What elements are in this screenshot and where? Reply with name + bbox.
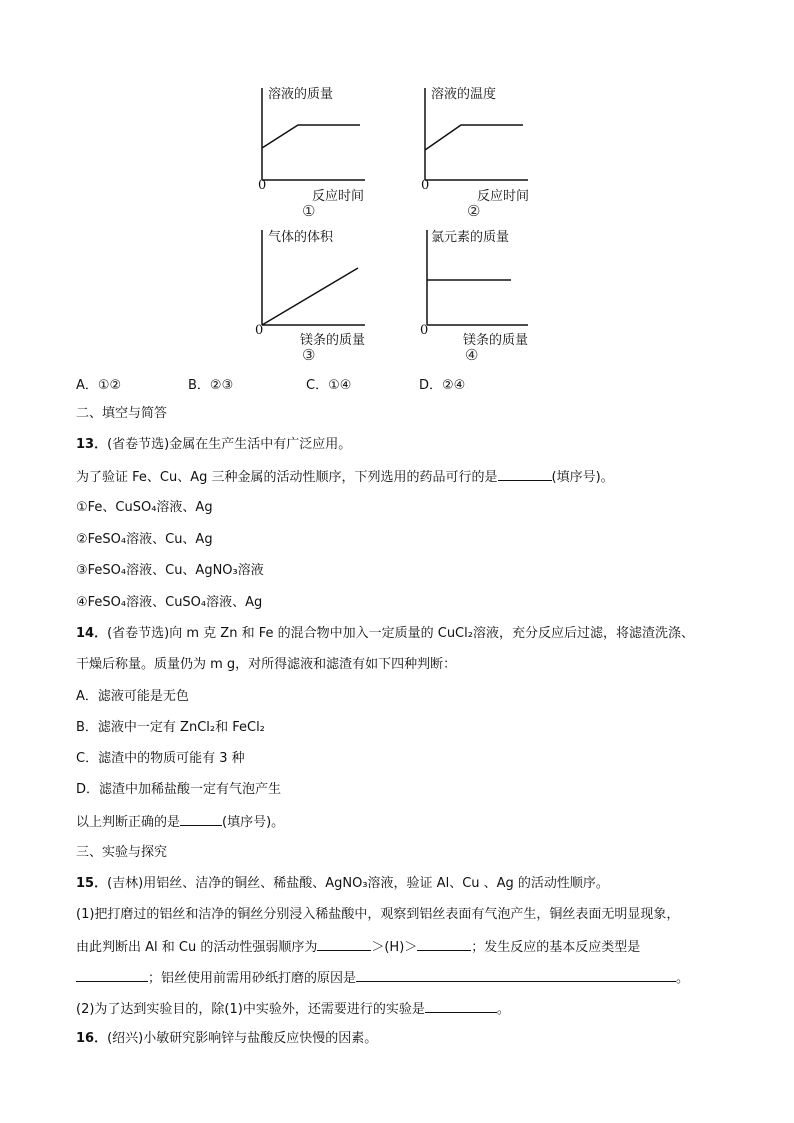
q15-blank-3[interactable] <box>76 968 148 982</box>
q15-stem <box>76 875 609 893</box>
graph-2-number: ② <box>467 202 481 220</box>
graph-1-origin: 0 <box>258 178 267 193</box>
q14-option-a: A．滤液可能是无色 <box>76 689 189 704</box>
q15-p1b-tail: ；发生反应的基本反应类型是 <box>471 940 641 955</box>
option-a: A．①② <box>76 378 122 393</box>
q16-stem-text: (绍兴)小敏研究影响锌与盐酸反应快慢的因素。 <box>107 1031 378 1046</box>
graph-4 <box>413 222 543 367</box>
q15-part1-line2 <box>76 937 640 957</box>
graph-2-ylabel: 溶液的温度 <box>431 87 497 102</box>
q14-stem-2: 干燥后称量。质量仍为 m g，对所得滤液和滤渣有如下四种判断： <box>76 657 457 672</box>
q13-line2-tail: (填序号)。 <box>551 470 614 485</box>
graph-4-number: ④ <box>465 346 479 364</box>
q14-answer-tail: (填序号)。 <box>222 815 285 830</box>
graph-2-xlabel: 反应时间 <box>477 189 530 204</box>
q14-option-d: D．滤渣中加稀盐酸一定有气泡产生 <box>76 782 282 797</box>
q13-option-1: ①Fe、CuSO₄溶液、Ag <box>76 500 213 515</box>
q15-number: 15． <box>76 876 108 891</box>
q16-number: 16． <box>76 1031 108 1046</box>
q15-stem-text: (吉林)用铝丝、洁净的铜丝、稀盐酸、AgNO₃溶液，验证 Al、Cu 、Ag 的活动性顺序。 <box>107 876 609 891</box>
q14-stem-text: (省卷节选)向 m 克 Zn 和 Fe 的混合物中加入一定质量的 CuCl₂溶液，充分反应后过滤，将滤渣洗涤、 <box>107 626 694 641</box>
option-d: D．②④ <box>419 378 466 393</box>
graph-2-origin: 0 <box>421 178 430 193</box>
q15-part1: (1)把打磨过的铝丝和洁净的铜丝分别浸入稀盐酸中，观察到铝丝表面有气泡产生，铜丝表面无明显现象， <box>76 907 680 922</box>
q14-answer-blank[interactable] <box>180 812 222 826</box>
q13-option-4: ④FeSO₄溶液、CuSO₄溶液、Ag <box>76 595 263 610</box>
graph-3-ylabel: 气体的体积 <box>268 230 334 245</box>
graph-3-origin: 0 <box>255 323 264 338</box>
section-heading-3: 三、实验与探究 <box>76 845 168 860</box>
q15-blank-1[interactable] <box>317 937 371 951</box>
section-heading-2: 二、填空与简答 <box>76 406 168 421</box>
option-c: C．①④ <box>306 378 352 393</box>
graph-2 <box>413 80 543 225</box>
q14-answer-text: 以上判断正确的是 <box>76 815 181 830</box>
graph-3 <box>250 222 380 367</box>
q13-number: 13． <box>76 437 108 452</box>
q15-p1c-text: ；铝丝使用前需用砂纸打磨的原因是 <box>148 971 357 986</box>
q15-blank-5[interactable] <box>425 999 497 1013</box>
q16-stem <box>76 1030 377 1048</box>
q13-line2-text: 为了验证 Fe、Cu、Ag 三种金属的活动性顺序，下列选用的药品可行的是 <box>76 470 498 485</box>
graph-1-xlabel: 反应时间 <box>312 189 365 204</box>
q13-option-2: ②FeSO₄溶液、Cu、Ag <box>76 532 213 547</box>
q14-answer-line <box>76 812 284 832</box>
graph-3-number: ③ <box>302 346 316 364</box>
q15-part1-line3 <box>76 968 689 988</box>
q15-p1c-tail: 。 <box>676 971 690 986</box>
q13-line2 <box>76 467 614 487</box>
q15-p1b-mid: ＞(H)＞ <box>371 940 418 955</box>
graph-1-number: ① <box>302 202 316 220</box>
graph-4-ylabel: 氯元素的质量 <box>431 230 510 245</box>
graph-1 <box>250 80 380 225</box>
q13-option-3: ③FeSO₄溶液、Cu、AgNO₃溶液 <box>76 563 264 578</box>
q15-blank-4[interactable] <box>356 968 676 982</box>
q15-p2-tail: 。 <box>496 1002 510 1017</box>
q14-option-b: B．滤液中一定有 ZnCl₂和 FeCl₂ <box>76 720 265 735</box>
q13-answer-blank[interactable] <box>498 467 552 481</box>
q15-part2 <box>76 999 510 1019</box>
graph-4-origin: 0 <box>420 323 429 338</box>
q15-p2-text: (2)为了达到实验目的，除(1)中实验外，还需要进行的实验是 <box>76 1002 425 1017</box>
q13-stem <box>76 436 351 454</box>
graph-3-xlabel: 镁条的质量 <box>300 333 366 348</box>
curve <box>425 125 523 150</box>
curve <box>262 268 358 325</box>
q15-blank-2[interactable] <box>417 937 471 951</box>
q14-stem <box>76 625 694 643</box>
q13-stem-text: (省卷节选)金属在生产生活中有广泛应用。 <box>107 437 352 452</box>
curve <box>262 125 360 148</box>
graph-4-xlabel: 镁条的质量 <box>463 333 529 348</box>
option-b: B．②③ <box>188 378 234 393</box>
q15-p1b-text: 由此判断出 Al 和 Cu 的活动性强弱顺序为 <box>76 940 318 955</box>
q14-number: 14． <box>76 626 108 641</box>
graph-1-ylabel: 溶液的质量 <box>268 87 334 102</box>
q14-option-c: C．滤渣中的物质可能有 3 种 <box>76 751 245 766</box>
